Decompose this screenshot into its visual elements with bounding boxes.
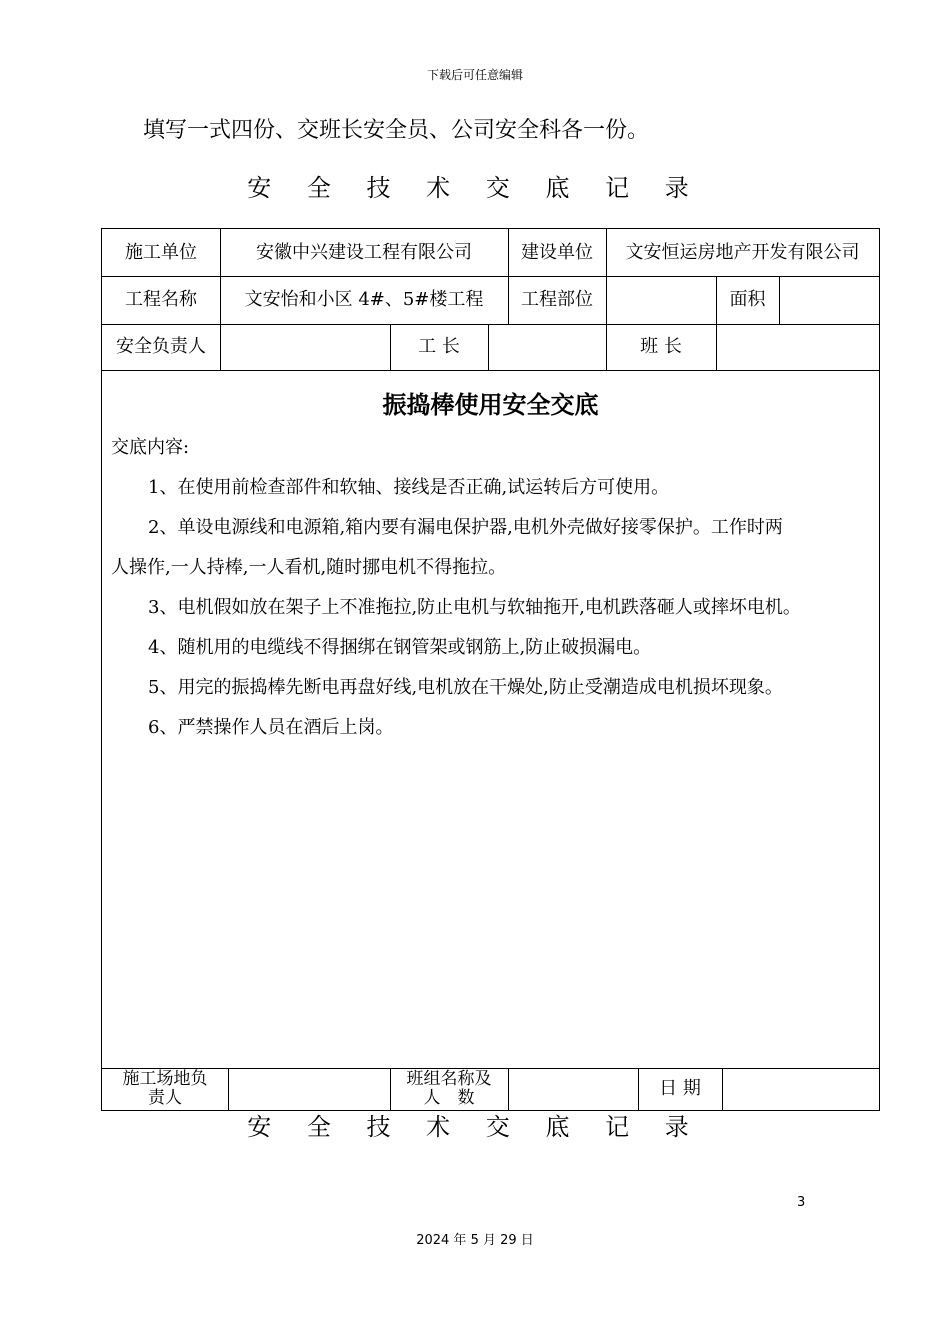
instruction-text: 填写一式四份、交班长安全员、公司安全科各一份。: [143, 118, 650, 143]
builder-unit-value: 文安恒运房地产开发有限公司: [625, 241, 860, 263]
construction-unit-label: 施工单位: [125, 241, 197, 263]
team-name-label: [390, 1068, 508, 1110]
document-title: 安 全 技 术 交 底 记 录: [247, 174, 703, 202]
project-name-value: 文安怡和小区 4#、5#楼工程: [244, 289, 484, 311]
list-item: 5、用完的振捣棒先断电再盘好线,电机放在干燥处,防止受潮造成电机损坏现象。: [148, 677, 783, 698]
team-name-label-line1: 班组名称及: [406, 1069, 492, 1090]
footer-date: 2024 年 5 月 29 日: [416, 1233, 534, 1248]
section-title: 振捣棒使用安全交底: [382, 390, 599, 419]
list-item: 3、电机假如放在架子上不准拖拉,防止电机与软轴拖开,电机跌落砸人或摔坏电机。: [148, 597, 801, 618]
list-item: 4、随机用的电缆线不得捆绑在钢管架或钢筋上,防止破损漏电。: [148, 637, 652, 658]
foreman-label: 工 长: [418, 336, 460, 358]
content-label: 交底内容:: [111, 437, 190, 458]
row-divider: [102, 370, 879, 371]
project-name-label: 工程名称: [125, 289, 197, 311]
list-item: 2、单设电源线和电源箱,箱内要有漏电保护器,电机外壳做好接零保护。工作时两: [148, 517, 783, 538]
site-lead-label-line1: 施工场地负: [122, 1069, 208, 1090]
page-number: 3: [797, 1195, 806, 1210]
list-item: 6、严禁操作人员在酒后上岗。: [148, 717, 394, 738]
site-lead-value: [228, 1068, 390, 1110]
record-table: [101, 228, 880, 1111]
header-note: 下载后可任意编辑: [426, 68, 523, 82]
team-name-value: [508, 1068, 638, 1110]
list-item: 1、在使用前检查部件和软轴、接线是否正确,试运转后方可使用。: [148, 477, 670, 498]
site-lead-label-line2: 责人: [148, 1088, 182, 1108]
team-lead-label: 班 长: [640, 336, 682, 358]
date-label: 日 期: [659, 1078, 701, 1100]
safety-lead-label: 安全负责人: [116, 336, 206, 358]
document-title-repeat: 安 全 技 术 交 底 记 录: [247, 1113, 703, 1141]
team-lead-value: [716, 324, 879, 370]
safety-lead-value: [220, 324, 390, 370]
area-label: 面积: [729, 289, 766, 311]
construction-unit-value: 安徽中兴建设工程有限公司: [256, 241, 472, 263]
project-part-value: [606, 276, 716, 324]
team-name-label-line2: 人 数: [423, 1088, 475, 1108]
builder-unit-label: 建设单位: [521, 241, 593, 263]
site-lead-label: [102, 1068, 228, 1110]
date-value: [722, 1068, 879, 1110]
list-item-continuation: 人操作,一人持棒,一人看机,随时挪电机不得拖拉。: [111, 557, 507, 578]
foreman-value: [488, 324, 606, 370]
area-value: [779, 276, 879, 324]
project-part-label: 工程部位: [521, 289, 593, 311]
